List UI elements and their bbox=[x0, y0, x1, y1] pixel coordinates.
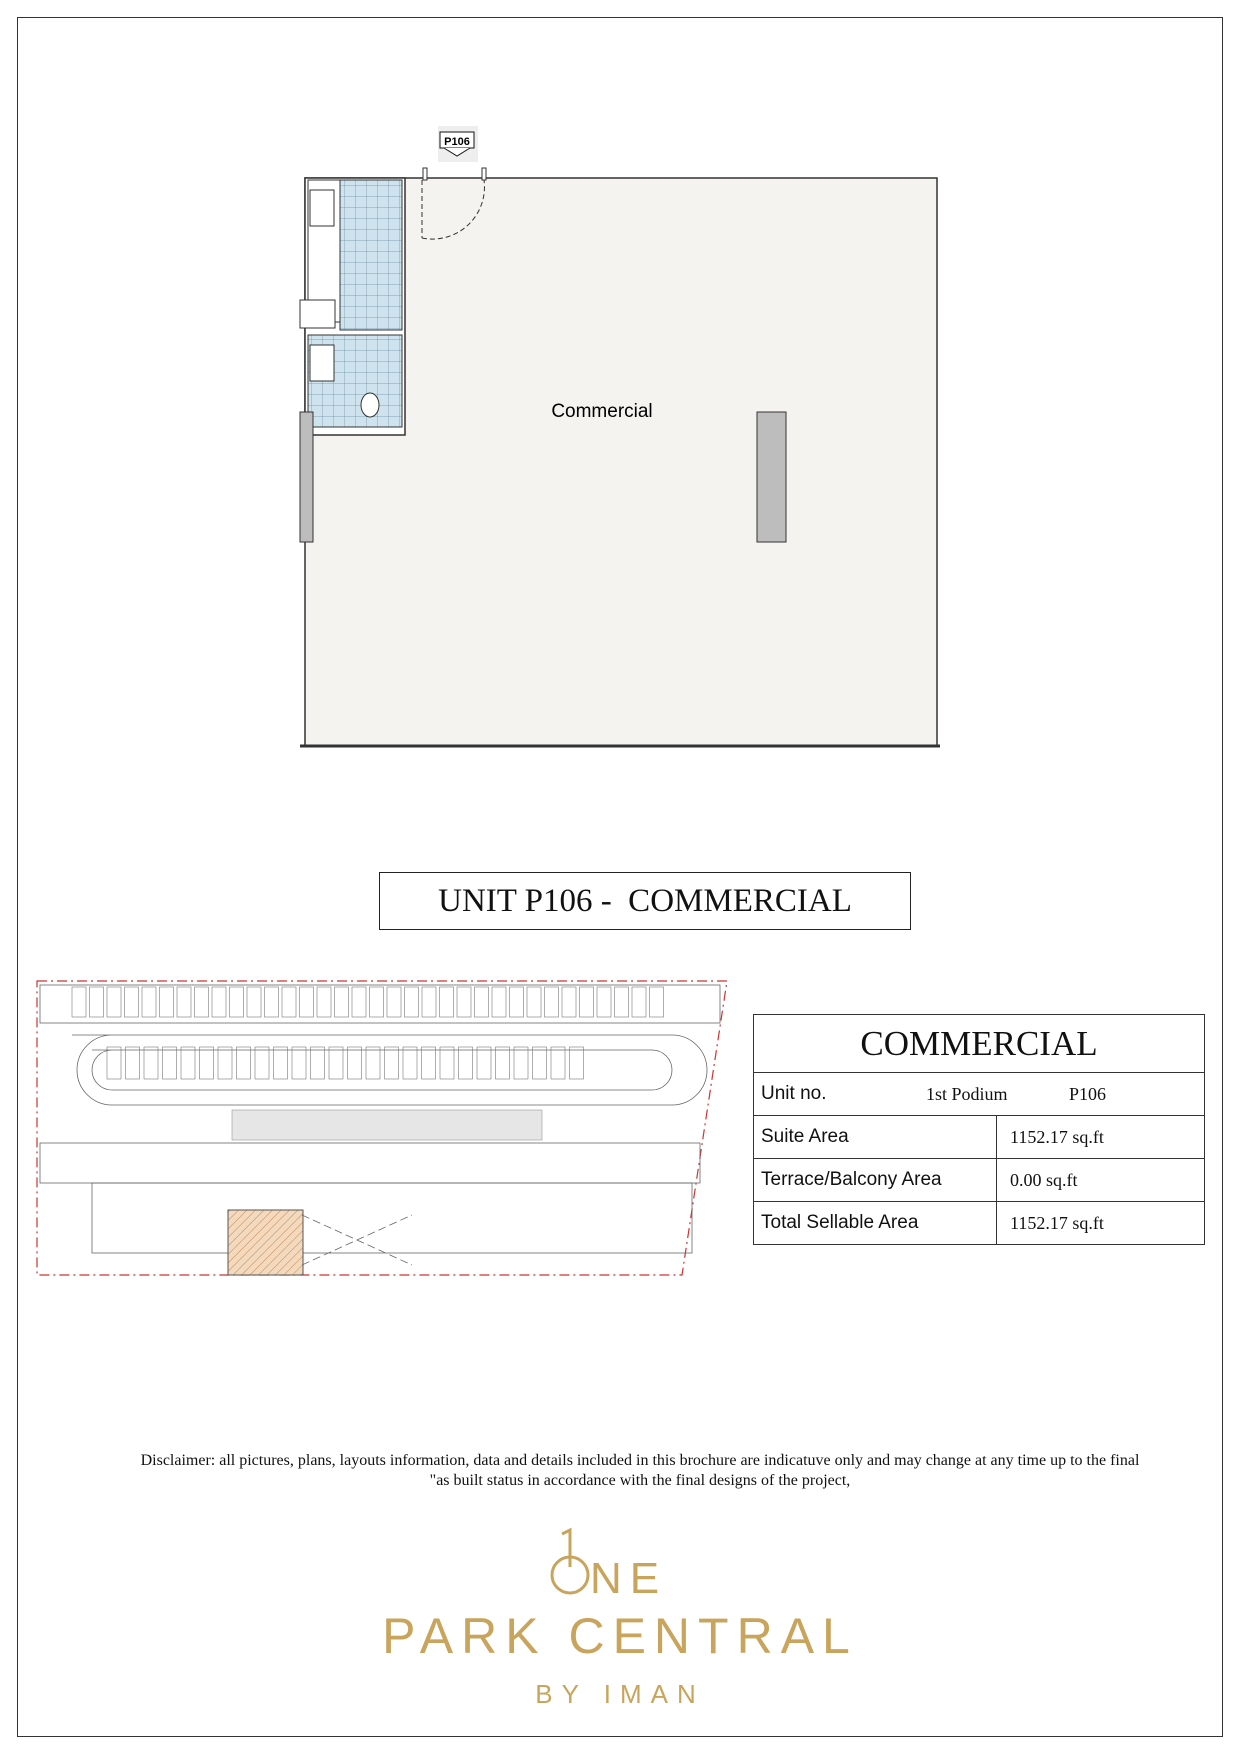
row-value: 1152.17 sq.ft bbox=[997, 1116, 1205, 1159]
key-plan bbox=[32, 975, 732, 1280]
unit-tag: P106 bbox=[444, 136, 470, 148]
table-header: COMMERCIAL bbox=[754, 1015, 1205, 1073]
disclaimer-line-1: Disclaimer: all pictures, plans, layouts information, data and details included in this brochure are indicatuve only and may change at any time up to the final bbox=[140, 1452, 1140, 1469]
table-row bbox=[754, 1202, 1205, 1245]
row-label: Suite Area bbox=[754, 1116, 997, 1159]
unit-no-row bbox=[754, 1073, 1205, 1116]
row-label: Terrace/Balcony Area bbox=[754, 1159, 997, 1202]
logo-line-1: NE bbox=[590, 1554, 668, 1603]
area-table bbox=[753, 1014, 1205, 1245]
room-label: Commercial bbox=[551, 401, 653, 422]
row-label: Total Sellable Area bbox=[754, 1202, 997, 1245]
table-row bbox=[754, 1159, 1205, 1202]
unit-title: UNIT P106 - COMMERCIAL bbox=[379, 872, 911, 930]
row-value: 1152.17 sq.ft bbox=[997, 1202, 1205, 1245]
brand-logo bbox=[300, 1525, 940, 1710]
disclaimer bbox=[70, 1451, 1210, 1491]
table-row bbox=[754, 1116, 1205, 1159]
row-value: 0.00 sq.ft bbox=[997, 1159, 1205, 1202]
floor-value: 1st Podium bbox=[926, 1083, 1008, 1104]
floor-plan bbox=[290, 120, 950, 760]
disclaimer-line-2: "as built status in accordance with the final designs of the project, bbox=[429, 1472, 851, 1489]
unit-no-value: P106 bbox=[1069, 1083, 1107, 1104]
logo-line-3: BY IMAN bbox=[535, 1679, 705, 1709]
logo-line-2: PARK CENTRAL bbox=[382, 1608, 858, 1664]
unit-no-label: Unit no. bbox=[761, 1083, 827, 1104]
